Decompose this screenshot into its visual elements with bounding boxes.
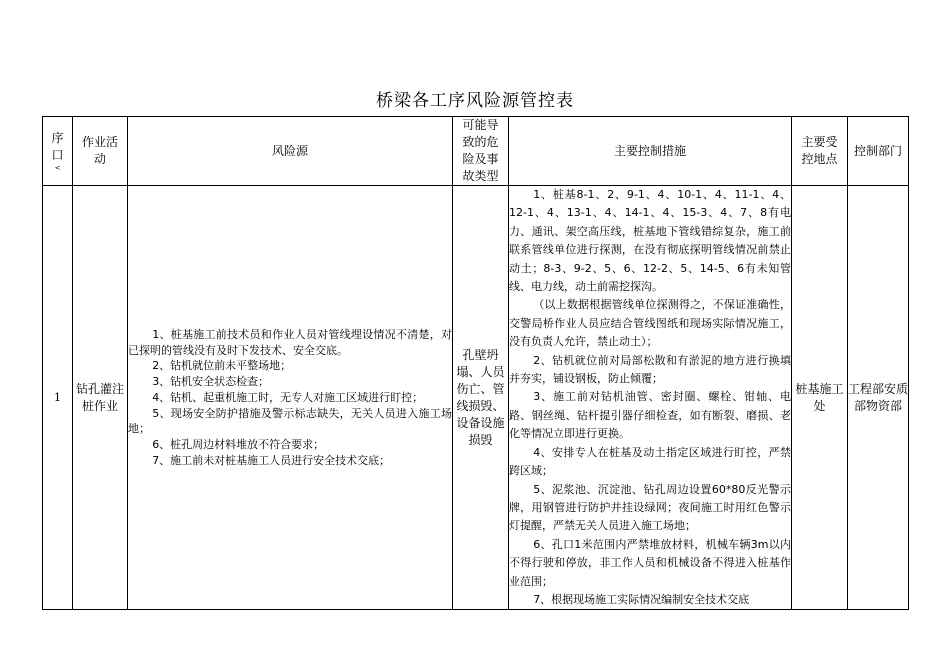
measure-item: 5、泥浆池、沉淀池、钻孔周边设置60*80反光警示牌，用钢管进行防护并挂设绿网；夜间施工时用红色警示灯提醒，严禁无关人员进入施工场地； bbox=[509, 482, 791, 533]
measure-item: （以上数据根据管线单位探测得之，不保证准确性，交警局桥作业人员应结合管线图纸和现场实际情况施工，没有负责人允许，禁止动土）； bbox=[509, 298, 791, 349]
row-control-measures bbox=[509, 186, 792, 610]
risk-item: 7、施工前未对桩基施工人员进行安全技术交底； bbox=[152, 453, 391, 467]
row-activity: 钻孔灌注桩作业 bbox=[73, 186, 128, 610]
measure-item: 2、钻机就位前对局部松散和有淤泥的地方进行换填并夯实，铺设钢板，防止倾覆； bbox=[509, 353, 791, 386]
row-department: 工程部安质部物资部 bbox=[848, 186, 909, 610]
measure-item: 4、安排专人在桩基及动土指定区域进行盯控，严禁跨区域； bbox=[509, 445, 791, 478]
row-location: 桩基施工处 bbox=[792, 186, 848, 610]
measure-item: 6、孔口1米范围内严禁堆放材料，机械车辆3m以内不得行驶和停放，非工作人员和机械设备不得进入桩基作业范围； bbox=[509, 537, 791, 588]
risk-item: 3、钻机安全状态检查； bbox=[152, 375, 270, 389]
header-activity: 作业活动 bbox=[73, 117, 128, 186]
header-seq-label: 序口 bbox=[51, 131, 64, 162]
header-seq bbox=[43, 117, 73, 186]
measure-item: 7、根据现场施工实际情况编制安全技术交底 bbox=[533, 592, 750, 606]
header-seq-mark: < bbox=[54, 164, 61, 172]
risk-item: 4、钻机、起重机施工时，无专人对施工区域进行盯控； bbox=[152, 390, 424, 404]
table-row bbox=[43, 186, 909, 610]
header-measures: 主要控制措施 bbox=[509, 117, 792, 186]
table-header-row bbox=[43, 117, 909, 186]
header-department: 控制部门 bbox=[848, 117, 909, 186]
row-risk-sources bbox=[128, 186, 453, 610]
measure-item: 1、桩基8-1、2、9-1、4、10-1、4、11-1、4、12-1、4、13-1、4、14-1、4、15-3、4、7、8有电力、通讯、架空高压线，桩基地下管线错综复杂，施工前联系管线单位进行探测，在没有彻底探明管线情况前禁止动土；8-3、9-2、5、6、12-2、5、14-5、6有未知管线、电力线，动土前需挖探沟。 bbox=[509, 188, 791, 294]
header-location: 主要受控地点 bbox=[792, 117, 848, 186]
risk-item: 2、钻机就位前未平整场地； bbox=[152, 359, 292, 373]
risk-item: 1、桩基施工前技术员和作业人员对管线埋设情况不清楚，对已探明的管线没有及时下发技术、安全交底。 bbox=[128, 328, 452, 357]
risk-item: 5、现场安全防护措施及警示标志缺失，无关人员进入施工场地； bbox=[128, 406, 452, 436]
measure-item: 3、施工前对钻机油管、密封圈、螺栓、钳轴、电路、钢丝绳、钻杆提引器仔细检查，如有断裂、磨损、老化等情况立即进行更换。 bbox=[509, 390, 791, 441]
risk-item: 6、桩孔周边材料堆放不符合要求； bbox=[152, 437, 325, 451]
page-title: 桥梁各工序风险源管控表 bbox=[376, 91, 574, 111]
risk-control-table bbox=[42, 116, 909, 610]
header-hazard-type: 可能导致的危险及事故类型 bbox=[453, 117, 509, 186]
row-seq: 1 bbox=[43, 186, 73, 610]
row-hazard-type: 孔壁坍塌、人员伤亡、管线损毁、设备设施损毁 bbox=[453, 186, 509, 610]
header-risk-source: 风险源 bbox=[128, 117, 453, 186]
